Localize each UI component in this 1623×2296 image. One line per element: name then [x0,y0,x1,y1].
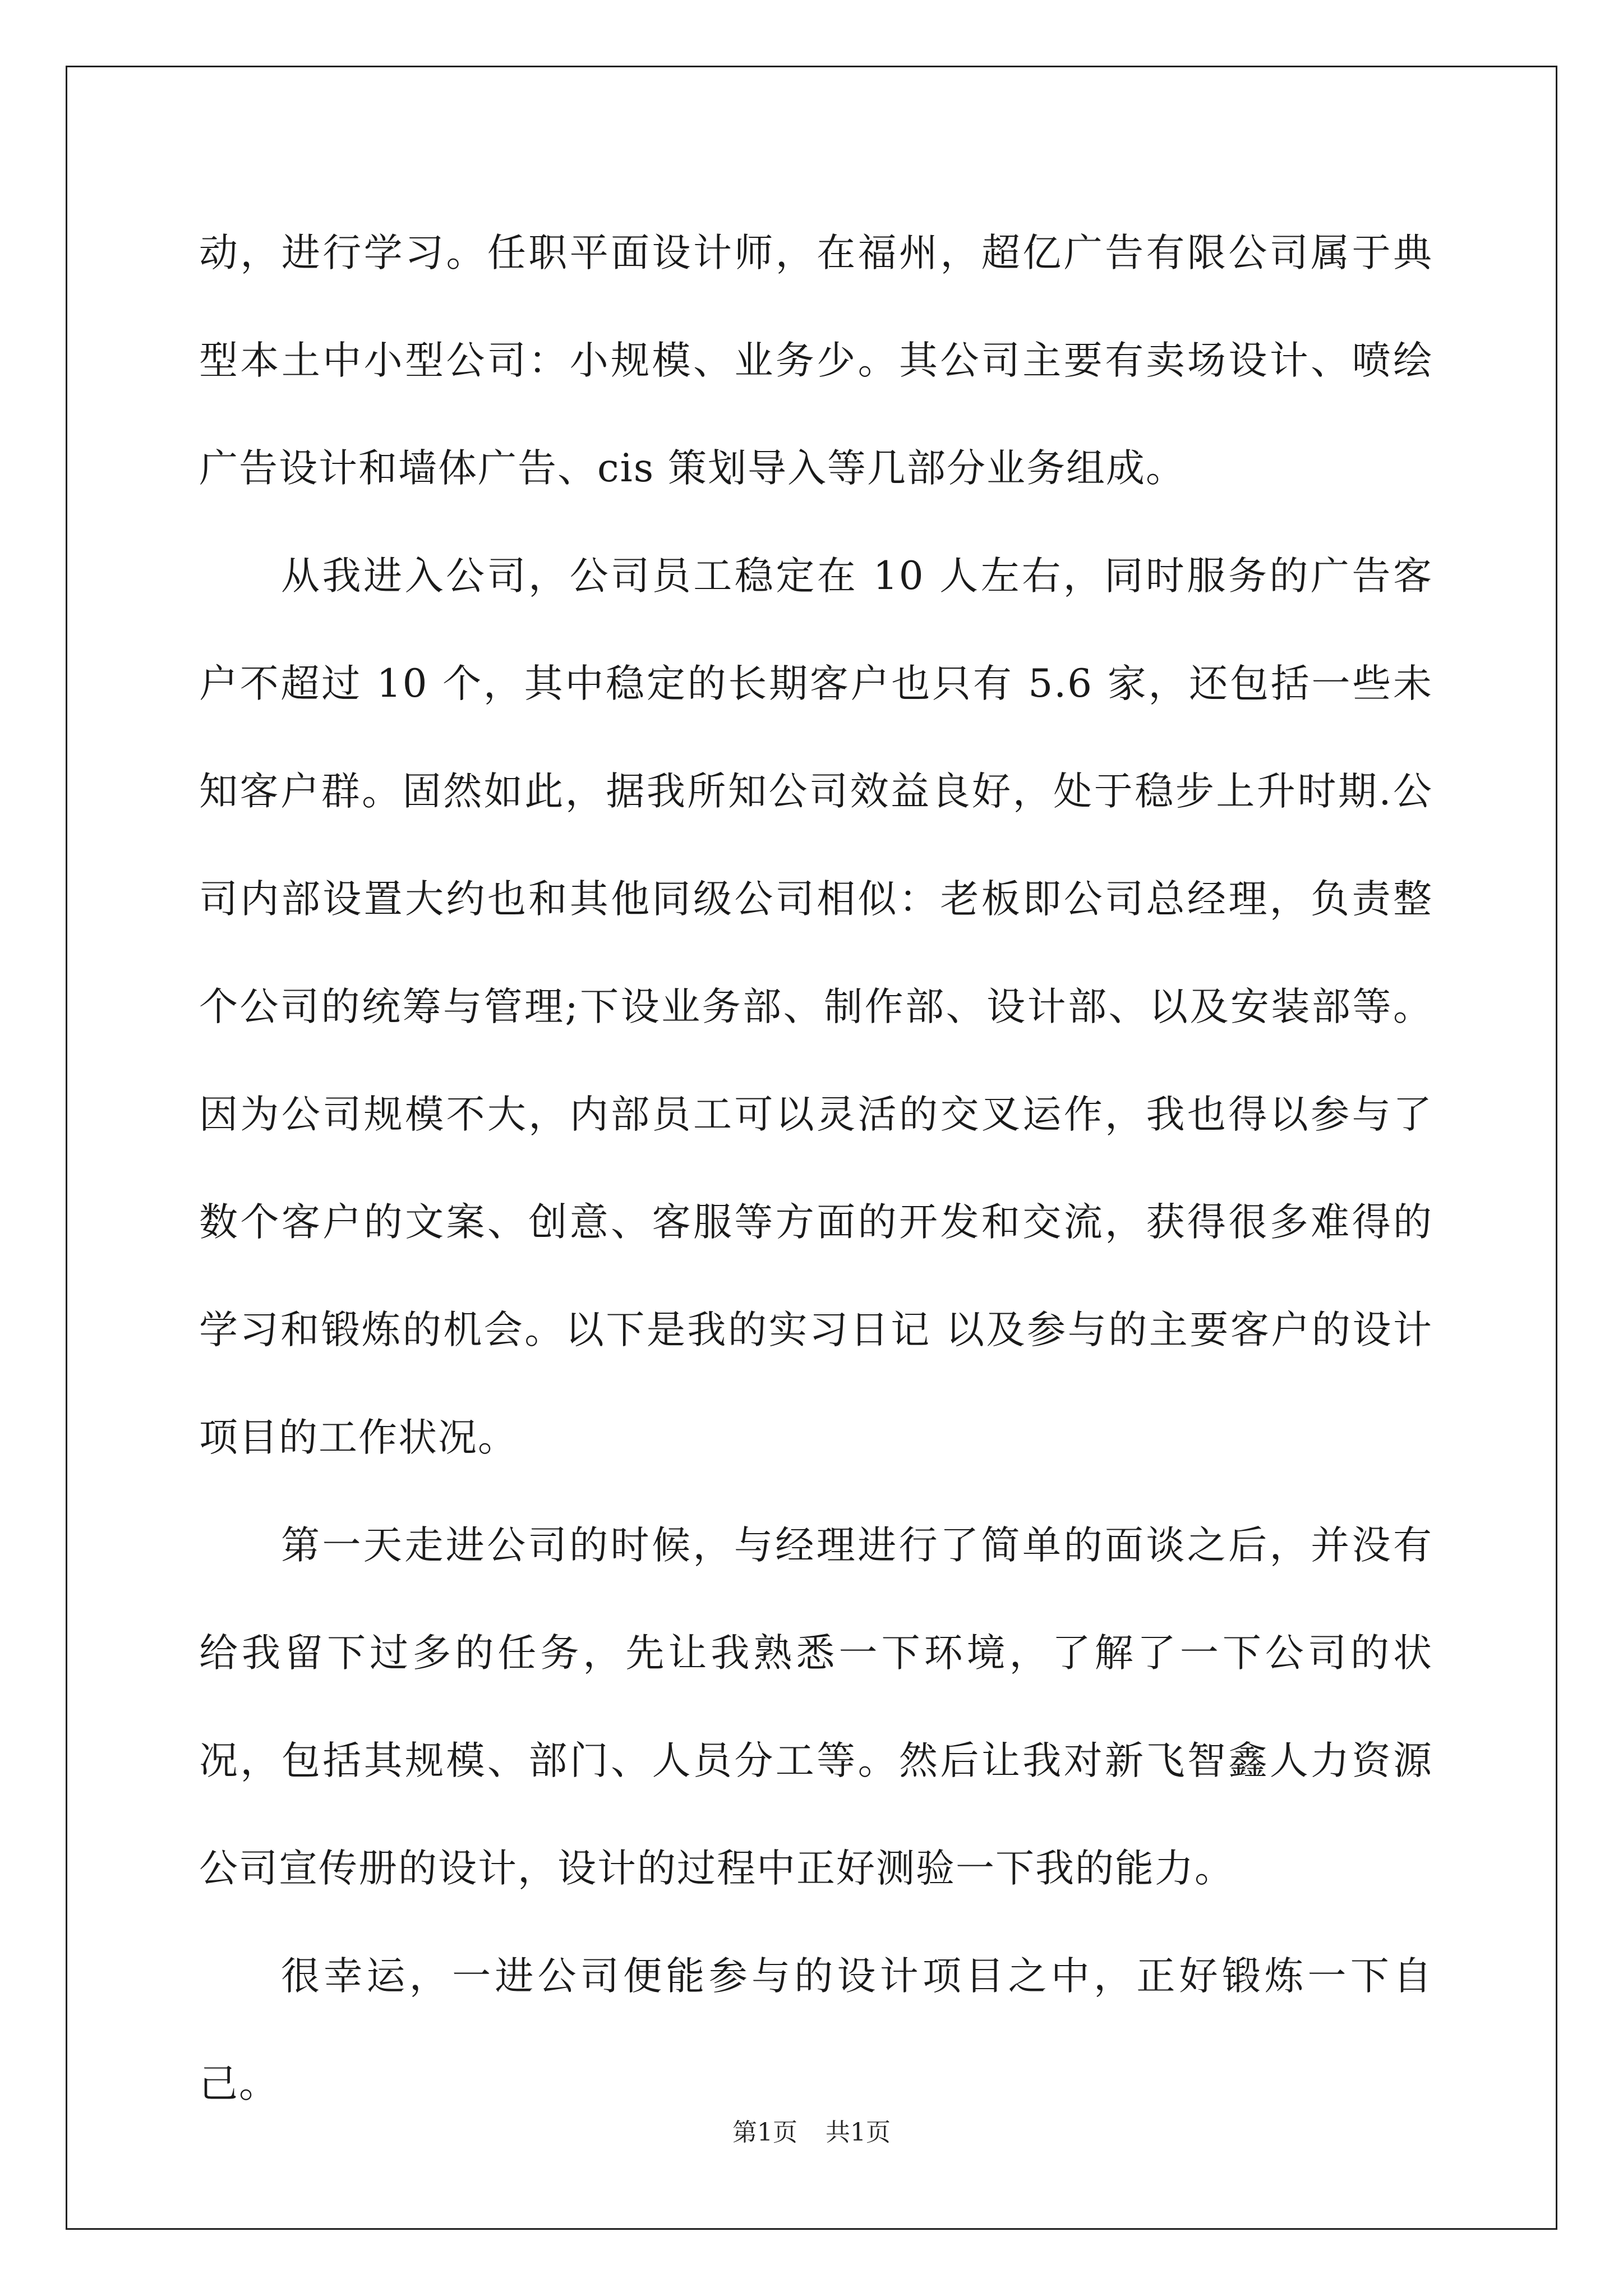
paragraph-2: 从我进入公司，公司员工稳定在 10 人左右，同时服务的广告客户不超过 10 个，其中稳定的长期客户也只有 5.6 家，还包括一些未知客户群。固然如此，据我所知公司效益良好，处于稳步上升时期.公司内部设置大约也和其他同级公司相似：老板即公司总经理，负责整个公司的统筹与管理;下设业务部、制作部、设计部、以及安装部等。因为公司规模不大，内部员工可以灵活的交叉运作，我也得以参与了数个客户的文案、创意、客服等方面的开发和交流，获得很多难得的学习和锻炼的机会。以下是我的实习日记 以及参与的主要客户的设计项目的工作状况。 [199,554,1433,1460]
page-number: 第1页 [732,2118,797,2147]
page-total: 共1页 [826,2118,891,2147]
paragraph-3: 第一天走进公司的时候，与经理进行了简单的面谈之后，并没有给我留下过多的任务，先让我熟悉一下环境，了解了一下公司的状况，包括其规模、部门、人员分工等。然后让我对新飞智鑫人力资源公司宣传册的设计，设计的过程中正好测验一下我的能力。 [199,1523,1433,1891]
paragraph-1: 动，进行学习。任职平面设计师，在福州，超亿广告有限公司属于典型本土中小型公司：小规模、业务少。其公司主要有卖场设计、喷绘广告设计和墙体广告、cis 策划导入等几部分业务组成。 [199,231,1433,491]
page-footer [0,2112,1623,2148]
document-body [199,199,1433,2138]
paragraph-4: 很幸运，一进公司便能参与的设计项目之中，正好锻炼一下自己。 [199,1954,1433,2106]
